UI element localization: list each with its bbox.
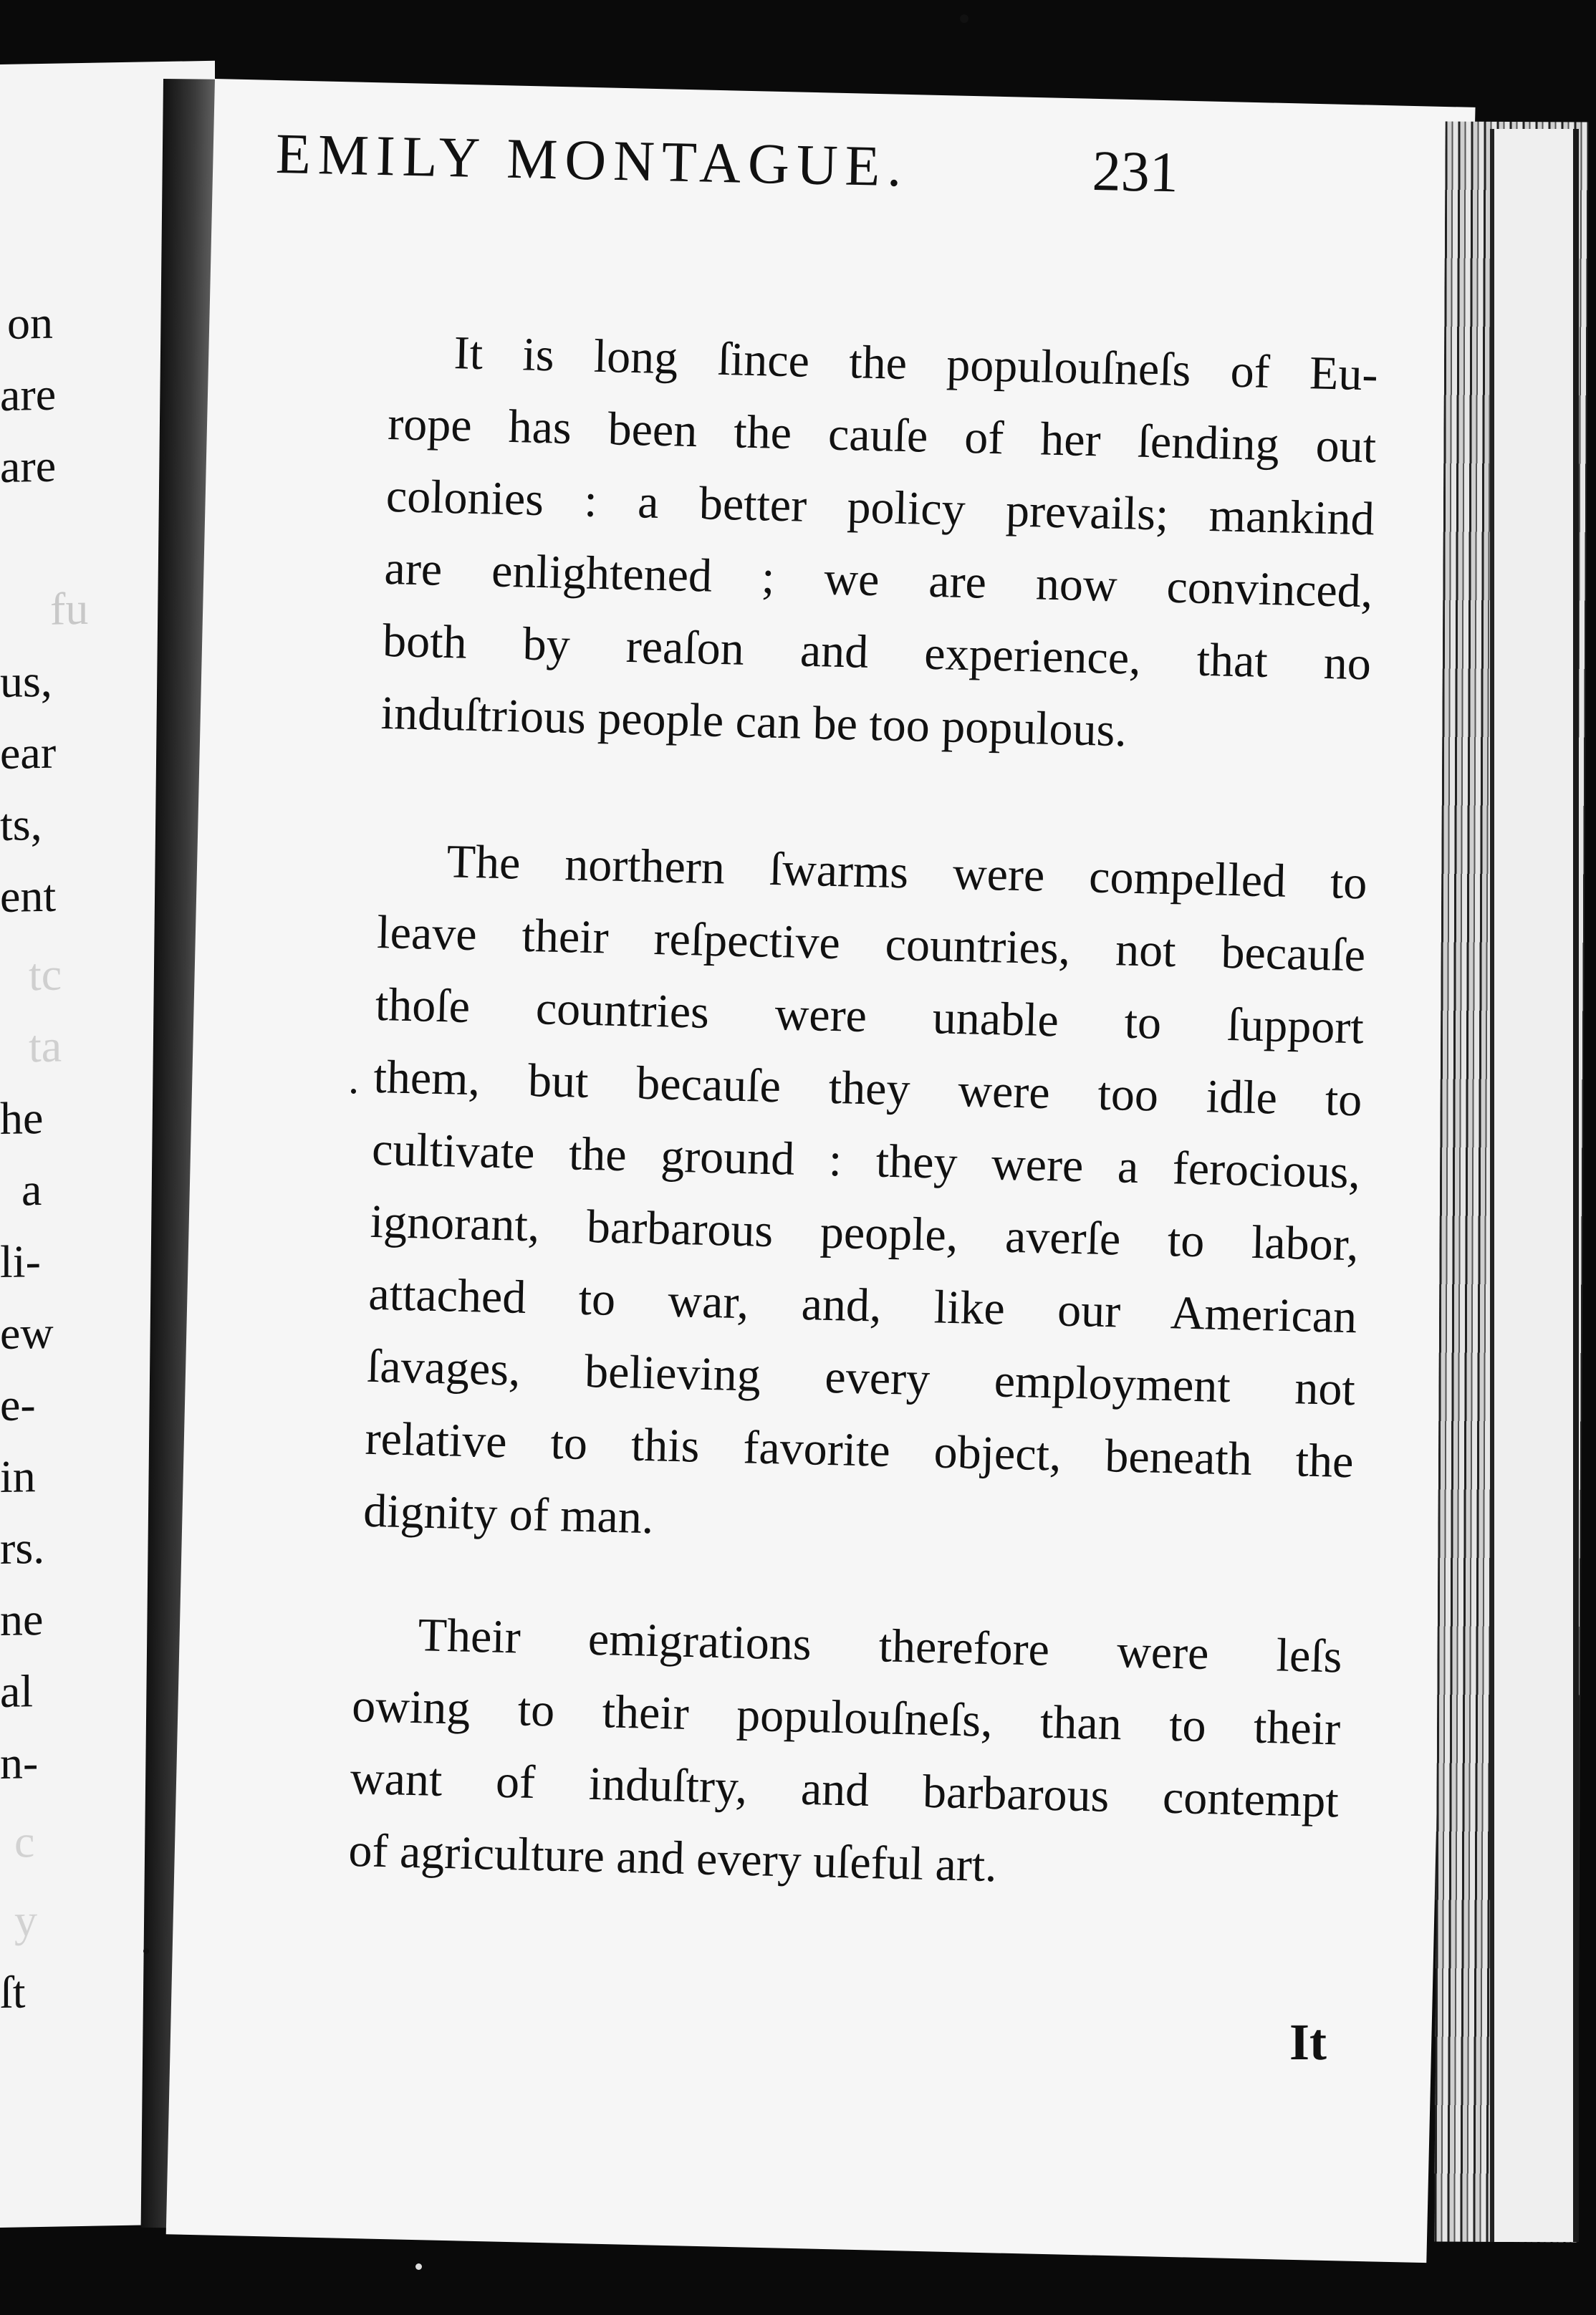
left-page-fragment: are (0, 440, 57, 492)
left-page-fragment: li- (0, 1236, 41, 1287)
left-page-fragment: al (0, 1665, 34, 1717)
text-line: ſavages, believing every employment not (366, 1339, 1356, 1416)
left-page-fragment: ew (0, 1306, 54, 1359)
text-line: relative to this favorite object, beneath the (364, 1412, 1355, 1488)
page-edge-band (1490, 129, 1579, 2242)
left-page-fragment: rs. (0, 1521, 45, 1574)
dust-speck (351, 1089, 356, 1094)
text-line: induſtrious people can be too populous. (380, 686, 1128, 757)
left-page-fragment: ta (29, 1020, 62, 1072)
text-line: them, but becauſe they were too idle to (372, 1050, 1363, 1127)
text-line: attached to war, and, like our American (367, 1267, 1358, 1344)
text-line: leave their reſpective countries, not becauſe (376, 905, 1366, 982)
left-page-fragment: are (0, 368, 57, 420)
text-line: rope has been the cauſe of her ſending out (387, 397, 1377, 473)
left-page-fragment: in (0, 1450, 36, 1502)
left-page-fragment: ſt (0, 1966, 26, 2018)
left-page-fragment: he (0, 1092, 44, 1144)
dust-speck (143, 1948, 149, 1954)
running-head-title: EMILY MONTAGUE. (275, 122, 910, 199)
left-page-fragment: ent (0, 870, 57, 922)
paragraph-2 (362, 824, 1367, 1570)
text-line: cultivate the ground : they were a ferocious, (371, 1122, 1361, 1199)
left-page-fragment: ts, (0, 798, 42, 850)
left-page-fragment: y (14, 1895, 37, 1946)
text-line: dignity of man. (362, 1484, 655, 1544)
text-line: thoſe countries were unable to ſupport (375, 978, 1365, 1054)
left-page-fragment: n- (0, 1737, 39, 1789)
left-page-fragment: e- (0, 1379, 36, 1430)
text-line: both by reaſon and experience, that no (382, 614, 1372, 690)
catchword: It (1289, 2013, 1327, 2071)
paragraph-1 (380, 315, 1379, 772)
dust-speck (960, 14, 968, 23)
text-line: colonies : a better policy prevails; mankind (385, 469, 1375, 546)
left-page-fragment: us, (0, 655, 52, 707)
left-page-fragment: c (14, 1816, 35, 1867)
text-line: owing to their populouſneſs, than to their (351, 1679, 1341, 1756)
paragraph-3 (347, 1597, 1342, 1910)
left-page-fragment: tc (29, 948, 62, 1001)
dust-speck (415, 2263, 422, 2270)
text-line: of agriculture and every uſeful art. (347, 1824, 998, 1892)
left-page-fragment: fu (50, 582, 89, 635)
left-page-fragment: on (7, 297, 53, 349)
text-line: are enlightened ; we are now convinced, (383, 542, 1374, 618)
left-page-fragment: ne (0, 1593, 44, 1645)
text-line: ignorant, barbarous people, averſe to labor, (370, 1195, 1360, 1271)
text-line: It is long ſince the populouſneſs of Eu- (453, 327, 1379, 401)
text-line: Their emigrations therefore were leſs (417, 1609, 1343, 1683)
page-number: 231 (1091, 139, 1179, 205)
text-line: want of induſtry, and barbarous contempt (350, 1751, 1340, 1828)
left-page-fragment: a (21, 1163, 42, 1216)
left-page-fragment: ear (0, 726, 57, 779)
text-line: The northern ſwarms were compelled to (446, 835, 1368, 910)
